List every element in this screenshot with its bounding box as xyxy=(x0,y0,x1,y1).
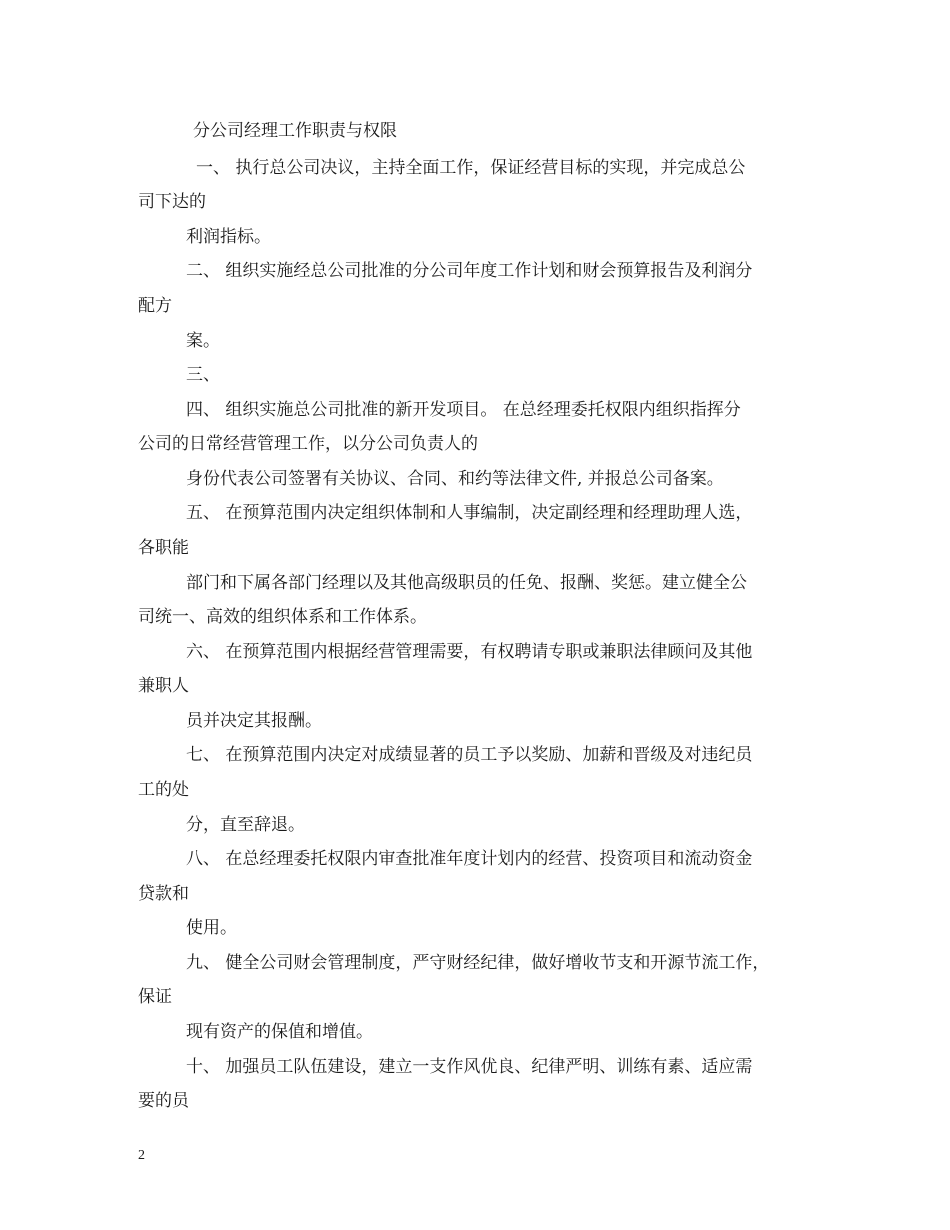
text-line: 三、 xyxy=(186,365,220,385)
text-line: 配方 xyxy=(138,296,172,316)
text-line: 八、 在总经理委托权限内审查批准年度计划内的经营、投资项目和流动资金 xyxy=(186,849,753,869)
text-line: 二、 组织实施经总公司批准的分公司年度工作计划和财会预算报告及利润分 xyxy=(186,261,753,281)
text-line: 部门和下属各部门经理以及其他高级职员的任免、报酬、奖惩。建立健全公 xyxy=(186,573,747,593)
text-line: 各职能 xyxy=(138,538,189,558)
text-line: 现有资产的保值和增值。 xyxy=(186,1022,373,1042)
page-title: 分公司经理工作职责与权限 xyxy=(193,121,397,141)
text-line: 身份代表公司签署有关协议、合同、和约等法律文件, 并报总公司备案。 xyxy=(186,469,724,489)
text-line: 九、 健全公司财会管理制度，严守财经纪律，做好增收节支和开源节流工作， xyxy=(186,953,770,973)
text-line: 一、 执行总公司决议，主持全面工作，保证经营目标的实现，并完成总公 xyxy=(196,158,746,178)
text-line: 要的员 xyxy=(138,1091,189,1111)
text-line: 兼职人 xyxy=(138,676,189,696)
text-line: 贷款和 xyxy=(138,884,189,904)
text-line: 保证 xyxy=(138,987,172,1007)
text-line: 十、 加强员工队伍建设，建立一支作风优良、纪律严明、训练有素、适应需 xyxy=(186,1057,753,1077)
text-line: 司下达的 xyxy=(138,192,206,212)
text-line: 工的处 xyxy=(138,780,189,800)
page-number: 2 xyxy=(138,1148,145,1163)
text-line: 使用。 xyxy=(186,918,237,938)
text-line: 四、 组织实施总公司批准的新开发项目。 在总经理委托权限内组织指挥分 xyxy=(186,400,741,420)
text-line: 六、 在预算范围内根据经营管理需要，有权聘请专职或兼职法律顾问及其他 xyxy=(186,642,753,662)
text-line: 利润指标。 xyxy=(186,227,271,247)
text-line: 员并决定其报酬。 xyxy=(186,711,322,731)
text-line: 五、 在预算范围内决定组织体制和人事编制，决定副经理和经理助理人选， xyxy=(186,503,753,523)
text-line: 分，直至辞退。 xyxy=(186,815,305,835)
text-line: 公司的日常经营管理工作，以分公司负责人的 xyxy=(138,434,478,454)
text-line: 七、 在预算范围内决定对成绩显著的员工予以奖励、加薪和晋级及对违纪员 xyxy=(186,745,753,765)
text-line: 案。 xyxy=(186,331,220,351)
text-line: 司统一、高效的组织体系和工作体系。 xyxy=(138,607,427,627)
